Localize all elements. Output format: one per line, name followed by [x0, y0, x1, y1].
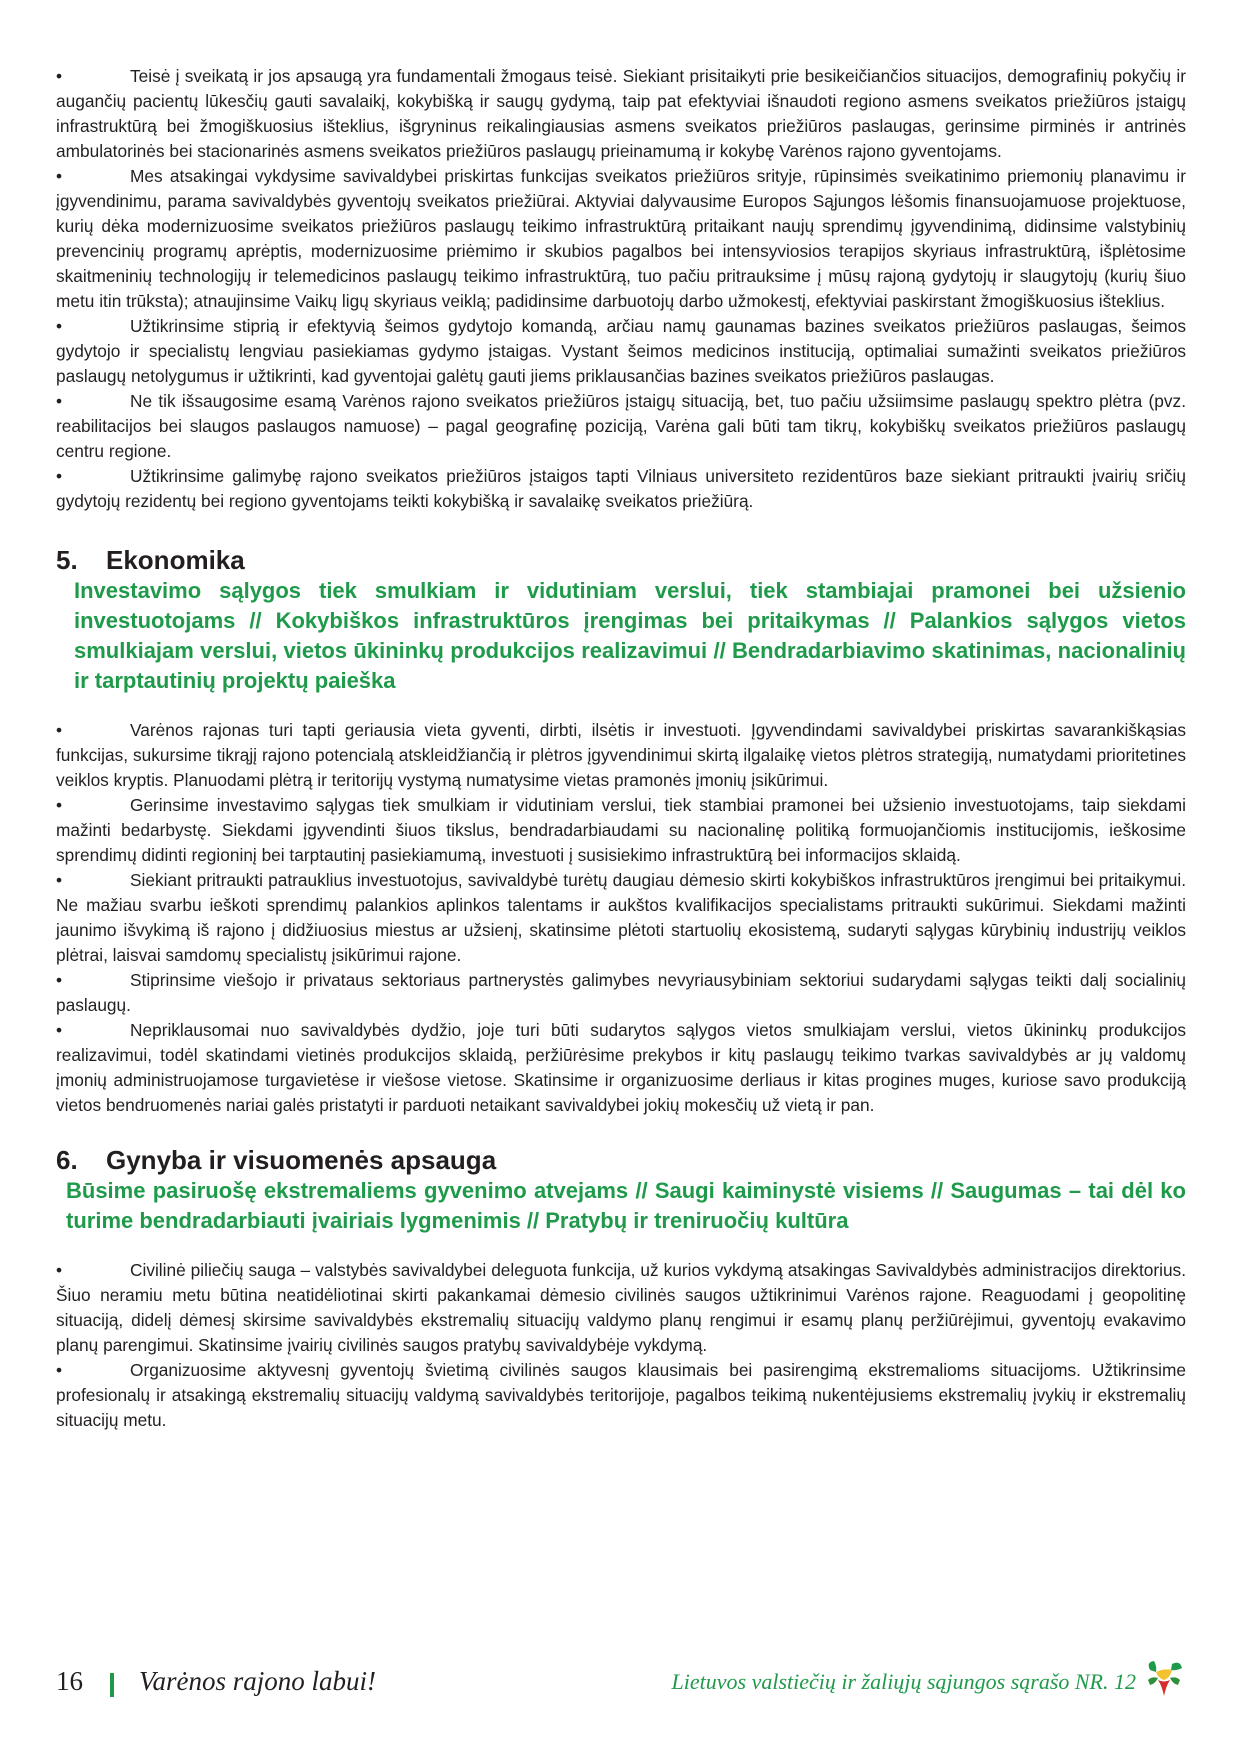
defence-item-2: • Organizuosime aktyvesnį gyventojų švietimą civilinės saugos klausimais bei pasirengimą ekstremalioms situacijoms. Užtikrinsime profesionalų ir atsakingą ekstremalių situacijų valdymą savivaldybės teritorijoje, pagalbos teikimą nukentėjusiems ekstremalių įvykių ir ekstremalių situacijų metu. — [56, 1360, 1186, 1430]
econ-item-3: • Siekiant pritraukti patrauklius investuotojus, savivaldybė turėtų daugiau dėmesio skirti kokybiškos infrastruktūros įrengimui bei pritaikymui. Ne mažiau svarbu ieškoti sprendimų palankios aplinkos talentams ir aukštos kvalifikacijos specialistams pritraukti sukūrimui. Siekdami mažinti jaunimo išvykimą iš rajono į didžiuosius miestus ar užsienį, skatinsime plėtoti startuolių ekosistemą, sudaryti sąlygas kūrybinių industrijų veiklos plėtrai, laisvai samdomų specialistų įsikūrimui rajone. — [56, 870, 1186, 965]
footer-title: Varėnos rajono labui! — [139, 1666, 377, 1696]
section-6-subtitle: Būsime pasiruošę ekstremaliems gyvenimo atvejams // Saugi kaiminystė visiems // Saugumas – tai dėl ko turime bendradarbiauti įvairiais lygmenimis // Pratybų ir treniruočių kultūra — [66, 1178, 1186, 1233]
health-item-4: • Ne tik išsaugosime esamą Varėnos rajono sveikatos priežiūros įstaigų situaciją, bet, tuo pačiu užsiimsime paslaugų spektro plėtra (pvz. reabilitacijos bei slaugos paslaugos namuose) – pagal geografinę poziciją, Varėna gali būti tam tikrų, kokybiškų sveikatos priežiūros paslaugų centru regione. — [56, 391, 1186, 461]
page-content — [56, 64, 1186, 1433]
section-5-heading: 5. Ekonomika — [56, 545, 245, 575]
defence-item-1: • Civilinė piliečių sauga – valstybės savivaldybei deleguota funkcija, už kurios vykdymą atsakingas Savivaldybės administracijos direktorius. Šiuo neramiu metu būtina neatidėliotinai skirti pakankamai dėmesio civilinės saugos užtikrinimui Varėnos rajone. Reaguodami į geopolitinę situaciją, didelį dėmesį skirsime savivaldybės ekstremalių situacijų valdymo planų rengimui ir esamų planų peržiūrėjimui, gyventojų evakavimo planų parengimui. Skatinsime įvairių civilinės saugos pratybų savivaldybėje vykdymą. — [56, 1260, 1186, 1355]
econ-item-1: • Varėnos rajonas turi tapti geriausia vieta gyventi, dirbti, ilsėtis ir investuoti. Įgyvendindami savivaldybei priskirtas savarankiškąsias funkcijas, sukursime tikrąjį rajono potencialą atskleidžiančią ir plėtros įgyvendinimui skirtą ilgalaikę vietos plėtros strategiją, numatydami prioritetines veiklos kryptis. Planuodami plėtrą ir teritorijų vystymą numatysime vietas pramonės įmonių įsikūrimui. — [56, 720, 1186, 790]
footer-list-label: Lietuvos valstiečių ir žaliųjų sąjungos sąrašo NR. 12 — [671, 1669, 1136, 1694]
footer-divider — [110, 1673, 114, 1697]
health-item-3: • Užtikrinsime stiprią ir efektyvią šeimos gydytojo komandą, arčiau namų gaunamas bazines sveikatos priežiūros paslaugas, šeimos gydytojo ir specialistų lengviau pasiekiamas gydymo įstaigas. Vystant šeimos medicinos instituciją, optimaliai sumažinti sveikatos priežiūros paslaugų netolygumus ir užtikrinti, kad gyventojai galėtų gauti jiems priklausančias bazines sveikatos priežiūros paslaugas. — [56, 316, 1186, 386]
health-item-5: • Užtikrinsime galimybę rajono sveikatos priežiūros įstaigos tapti Vilniaus universiteto rezidentūros baze siekiant pritraukti įvairių sričių gydytojų rezidentų bei regiono gyventojams teikti kokybišką ir savalaikę sveikatos priežiūrą. — [56, 466, 1186, 511]
page-number: 16 — [56, 1666, 83, 1696]
party-logo-icon — [1142, 1656, 1186, 1700]
health-item-2: • Mes atsakingai vykdysime savivaldybei priskirtas funkcijas sveikatos priežiūros srityje, rūpinsimės sveikatinimo priemonių planavimu ir įgyvendinimu, parama savivaldybės gyventojų sveikatos priežiūrai. Aktyviai dalyvausime Europos Sąjungos lėšomis finansuojamuose projektuose, kurių dėka modernizuosime sveikatos priežiūros paslaugų teikimo infrastruktūrą pritaikant naujų sprendimų įgyvendinimą, didinsime valstybinių prevencinių programų aprėptis, modernizuosime priėmimo ir skubios pagalbos bei intensyviosios terapijos skyriaus infrastruktūrą, išplėtosime skaitmeninių technologijų ir telemedicinos paslaugų teikimo infrastruktūrą, tuo pačiu pritrauksime į mūsų rajoną gydytojų ir slaugytojų (kurių šiuo metu itin trūksta); atnaujinsime Vaikų ligų skyriaus veiklą; padidinsime darbuotojų darbo užmokestį, efektyviai paskirstant žmogiškuosius išteklius. — [56, 166, 1186, 311]
econ-item-5: • Nepriklausomai nuo savivaldybės dydžio, joje turi būti sudarytos sąlygos vietos smulkiajam verslui, vietos ūkininkų produkcijos realizavimui, todėl skatindami vietinės produkcijos sklaidą, peržiūrėsime prekybos ir kitų paslaugų teikimo tvarkas savivaldybės ar jų valdomų įmonių administruojamose turgavietėse ir viešose vietose. Skatinsime ir organizuosime derliaus ir kitas progines muges, kuriose savo produkciją vietos bendruomenės nariai galės pristatyti ir parduoti netaikant savivaldybei jokių mokesčių už vietą ir pan. — [56, 1020, 1186, 1115]
page-footer — [56, 1666, 1186, 1706]
econ-item-4: • Stiprinsime viešojo ir privataus sektoriaus partnerystės galimybes nevyriausybiniam sektoriui sudarydami sąlygas teikti dalį socialinių paslaugų. — [56, 970, 1186, 1015]
section-6-heading: 6. Gynyba ir visuomenės apsauga — [56, 1145, 497, 1175]
health-item-1: • Teisė į sveikatą ir jos apsaugą yra fundamentali žmogaus teisė. Siekiant prisitaikyti prie besikeičiančios situacijos, demografinių pokyčių ir augančių pacientų lūkesčių gauti savalaikį, kokybišką ir saugų gydymą, taip pat efektyviai išnaudoti regiono asmens sveikatos priežiūros įstaigų infrastruktūrą bei žmogiškuosius išteklius, išgryninus reikalingiausias asmens sveikatos priežiūros paslaugas, gerinsime pirminės ir antrinės ambulatorinės bei stacionarinės asmens sveikatos priežiūros paslaugų prieinamumą ir kokybę Varėnos rajono gyventojams. — [56, 66, 1186, 161]
section-5-subtitle: Investavimo sąlygos tiek smulkiam ir vidutiniam verslui, tiek stambiajai pramonei bei užsienio investuotojams // Kokybiškos infrastruktūros įrengimas bei pritaikymas // Palankios sąlygos vietos smulkiajam verslui, vietos ūkininkų produkcijos realizavimui // Bendradarbiavimo skatinimas, nacionalinių ir tarptautinių projektų paieška — [74, 578, 1186, 693]
econ-item-2: • Gerinsime investavimo sąlygas tiek smulkiam ir vidutiniam verslui, tiek stambiai pramonei bei užsienio investuotojams, taip siekdami mažinti bedarbystę. Siekdami įgyvendinti šiuos tikslus, bendradarbiaudami su nacionalinę politiką formuojančiomis institucijomis, ieškosime sprendimų didinti regioninį bei tarptautinį pasiekiamumą, investuoti į susisiekimo infrastruktūrą bei informacijos sklaidą. — [56, 795, 1186, 865]
